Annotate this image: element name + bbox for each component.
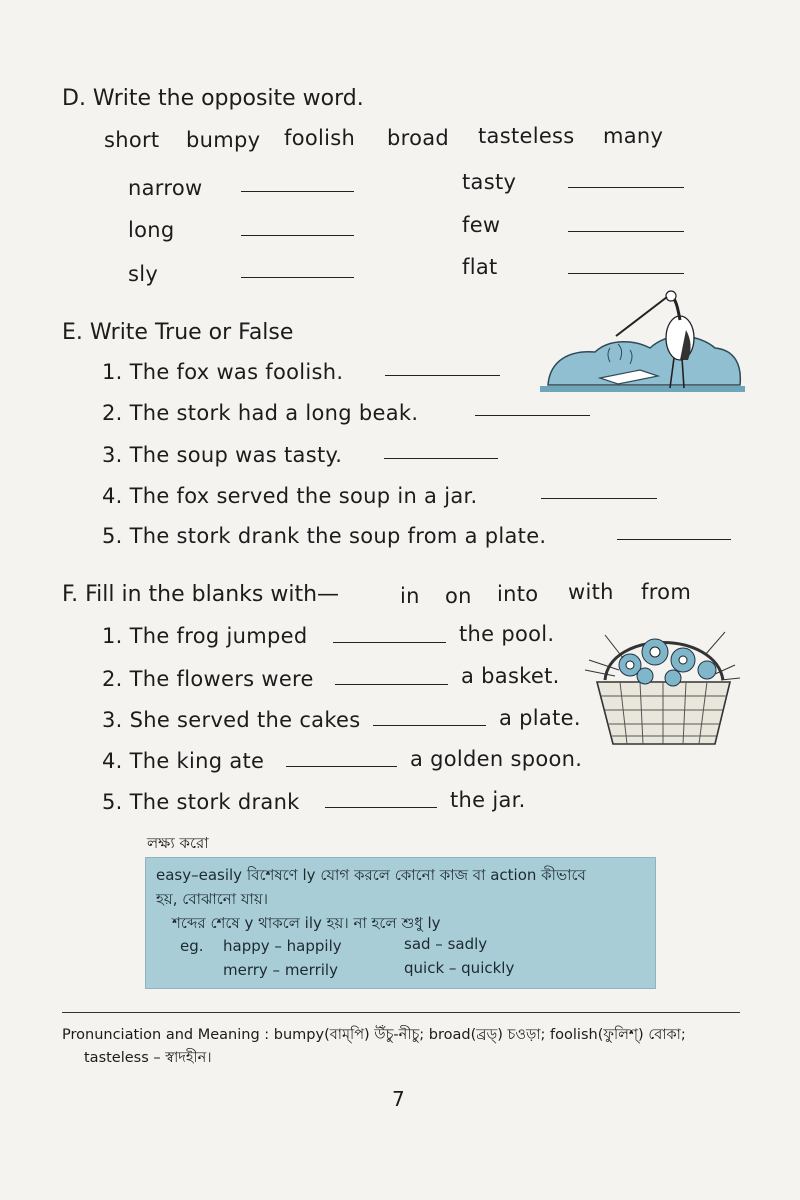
answer-blank[interactable]: [241, 276, 354, 278]
answer-blank[interactable]: [241, 190, 354, 192]
word-bank-item: foolish: [284, 126, 356, 150]
section-d-heading: D. Write the opposite word.: [62, 86, 364, 111]
opposite-word: tasty: [462, 170, 517, 194]
pronunciation-line: tasteless – স্বাদহীন।: [84, 1050, 212, 1066]
fill-blank-item-text: a basket.: [461, 664, 560, 688]
opposite-word: long: [128, 218, 175, 242]
opposite-word: few: [462, 213, 501, 237]
section-f-heading: F. Fill in the blanks with—: [62, 582, 340, 607]
page-number: 7: [392, 1087, 405, 1111]
section-e-heading: E. Write True or False: [62, 320, 294, 345]
answer-blank[interactable]: [617, 538, 731, 540]
footer-divider: [62, 1012, 740, 1013]
opposite-word: narrow: [128, 176, 203, 200]
pronunciation-line: Pronunciation and Meaning : bumpy(বাম্‌পি) উঁচু-নীচু; broad(ব্রড্‌) চওড়া; foolish(ফুলিশ্‌) বোকা;: [62, 1027, 686, 1043]
opposite-word: sly: [128, 262, 159, 286]
answer-blank[interactable]: [568, 272, 684, 274]
answer-blank[interactable]: [385, 374, 500, 376]
opposite-word: flat: [462, 255, 498, 279]
preposition-option: into: [497, 582, 539, 606]
stork-illustration: [540, 290, 745, 400]
word-bank-item: bumpy: [186, 128, 261, 152]
fill-blank-item-text: 3. She served the cakes: [102, 708, 361, 732]
answer-blank[interactable]: [335, 683, 448, 685]
true-false-item: 1. The fox was foolish.: [102, 360, 344, 384]
preposition-option: from: [641, 580, 692, 604]
note-title: লক্ষ্য করো: [147, 834, 209, 852]
fill-blank-item-text: 4. The king ate: [102, 749, 265, 773]
fill-blank-item-text: a plate.: [499, 706, 581, 730]
fill-blank-item-text: 5. The stork drank: [102, 790, 300, 814]
answer-blank[interactable]: [286, 765, 397, 767]
fill-blank-item-text: 2. The flowers were: [102, 667, 314, 691]
fill-blank-item-text: the jar.: [450, 788, 526, 812]
note-line: হয়, বোঝানো যায়।: [156, 890, 269, 908]
word-bank-item: broad: [387, 126, 450, 150]
example: quick – quickly: [404, 959, 515, 977]
answer-blank[interactable]: [373, 724, 486, 726]
answer-blank[interactable]: [568, 230, 684, 232]
preposition-option: in: [400, 584, 420, 608]
fill-blank-item-text: 1. The frog jumped: [102, 624, 308, 648]
answer-blank[interactable]: [325, 806, 437, 808]
example: happy – happily: [223, 937, 342, 955]
true-false-item: 3. The soup was tasty.: [102, 443, 343, 467]
example: merry – merrily: [223, 961, 338, 979]
fill-blank-item-text: the pool.: [459, 622, 555, 646]
word-bank-item: many: [603, 124, 664, 148]
note-line: শব্দের শেষে y থাকলে ily হয়। না হলে শুধু ly: [172, 914, 441, 932]
answer-blank[interactable]: [241, 234, 354, 236]
flower-basket-illustration: [575, 610, 750, 750]
true-false-item: 5. The stork drank the soup from a plate.: [102, 524, 547, 548]
true-false-item: 4. The fox served the soup in a jar.: [102, 484, 478, 508]
answer-blank[interactable]: [333, 641, 446, 643]
answer-blank[interactable]: [568, 186, 684, 188]
word-bank-item: tasteless: [478, 124, 575, 148]
preposition-option: with: [568, 580, 614, 604]
fill-blank-item-text: a golden spoon.: [410, 747, 583, 771]
note-line: easy–easily বিশেষণে ly যোগ করলে কোনো কাজ বা action কীভাবে: [156, 866, 586, 884]
note-box: [145, 857, 656, 989]
word-bank-item: short: [104, 128, 160, 152]
preposition-option: on: [445, 584, 472, 608]
answer-blank[interactable]: [475, 414, 590, 416]
eg-label: eg.: [180, 937, 204, 955]
example: sad – sadly: [404, 935, 488, 953]
true-false-item: 2. The stork had a long beak.: [102, 401, 419, 425]
answer-blank[interactable]: [384, 457, 498, 459]
answer-blank[interactable]: [541, 497, 657, 499]
